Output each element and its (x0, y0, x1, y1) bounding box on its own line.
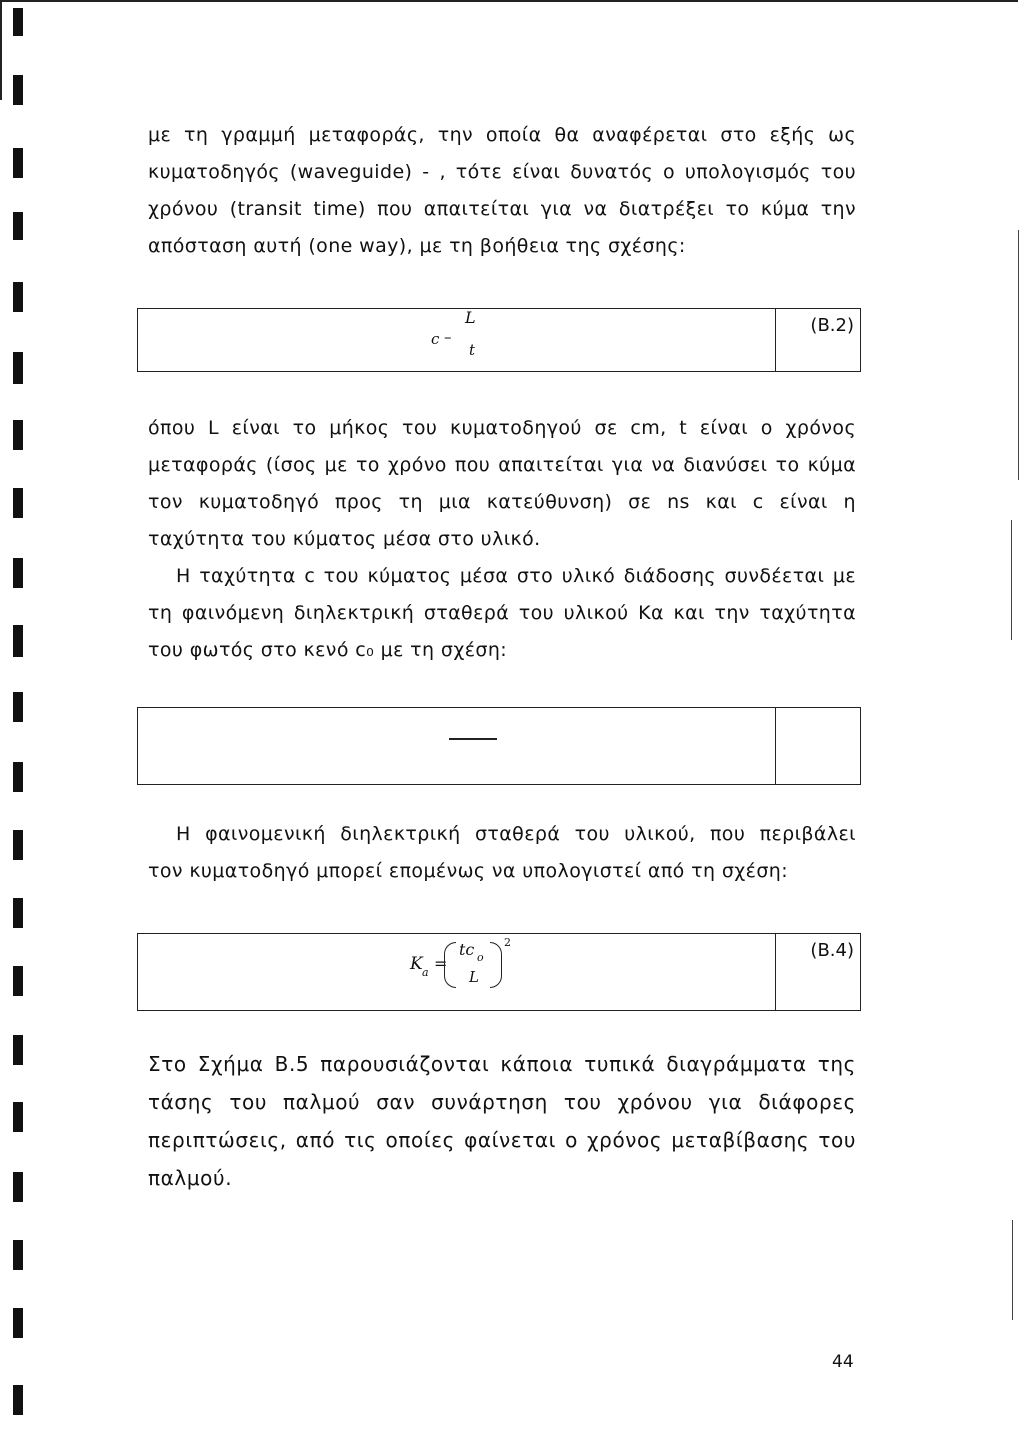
equation-separator (775, 309, 777, 371)
margin-mark (13, 1240, 23, 1270)
margin-mark (13, 1172, 23, 1202)
text-line: περιπτώσεις, από τις οποίες φαίνεται ο χρόνος μεταβίβασης του (148, 1128, 856, 1152)
equation-label: (B.2) (810, 315, 854, 336)
text-line: τον κυματοδηγό μπορεί επομένως να υπολογιστεί από τη σχέση: (148, 860, 789, 882)
margin-mark (13, 75, 23, 105)
equation-box-b4 (137, 933, 861, 1011)
margin-mark (13, 1385, 23, 1415)
text-line: τάσης του παλμού σαν συνάρτηση του χρόνου για διάφορες (148, 1090, 856, 1114)
text-line: κυματοδηγός (waveguide) - , τότε είναι δυνατός ο υπολογισμός του (148, 161, 856, 183)
equation-numerator: L (465, 308, 476, 327)
margin-mark (13, 148, 23, 178)
equation-separator (775, 934, 777, 1010)
margin-mark (13, 488, 23, 518)
scan-line (1011, 520, 1012, 640)
margin-mark (13, 898, 23, 928)
margin-mark (13, 1308, 23, 1338)
equation-box-b2 (137, 308, 861, 372)
fraction-bar (449, 738, 497, 740)
equation-denominator: t (469, 341, 476, 359)
scan-line (1018, 230, 1019, 480)
text-line: παλμού. (148, 1166, 233, 1190)
scan-line (1012, 1220, 1013, 1320)
text-line: ταχύτητα του κύματος μέσα στο υλικό. (148, 528, 541, 550)
equation-separator (775, 708, 777, 784)
margin-mark (13, 692, 23, 722)
text-line: απόσταση αυτή (one way), με τη βοήθεια της σχέσης: (148, 235, 686, 257)
margin-mark (13, 1102, 23, 1132)
text-line: Η φαινομενική διηλεκτρική σταθερά του υλικού, που περιβάλει (176, 823, 856, 845)
margin-mark (13, 625, 23, 657)
margin-mark (13, 830, 23, 860)
equation-operator: = (434, 954, 448, 973)
equation-lhs: c (431, 330, 440, 348)
text-line: χρόνου (transit time) που απαιτείται για να διατρέξει το κύμα την (148, 198, 856, 220)
text-line: Η ταχύτητα c του κύματος μέσα στο υλικό διάδοσης συνδέεται με (176, 565, 856, 587)
paren-left (444, 942, 456, 988)
equation-lhs: K (410, 954, 423, 974)
margin-mark (13, 420, 23, 450)
margin-mark (13, 282, 23, 312)
left-border-line (0, 0, 2, 100)
equation-numerator: tc (459, 940, 475, 959)
equation-operator: – (444, 328, 452, 346)
text-line: του φωτός στο κενό c₀ με τη σχέση: (148, 639, 508, 661)
equation-lhs-subscript: a (422, 966, 429, 979)
margin-mark (13, 352, 23, 384)
text-line: μεταφοράς (ίσος με το χρόνο που απαιτείται για να διανύσει το κύμα (148, 454, 856, 476)
margin-mark (13, 762, 23, 792)
margin-mark (13, 8, 23, 36)
equation-denominator: L (469, 968, 479, 986)
text-line: όπου L είναι το μήκος του κυματοδηγού σε cm, t είναι ο χρόνος (148, 417, 856, 439)
equation-label: (B.4) (810, 940, 854, 961)
margin-mark (13, 966, 23, 996)
text-line: Στο Σχήμα Β.5 παρουσιάζονται κάποια τυπικά διαγράμματα της (148, 1052, 856, 1076)
text-line: με τη γραμμή μεταφοράς, την οποία θα αναφέρεται στο εξής ως (148, 124, 856, 146)
top-border-line (0, 0, 1018, 2)
margin-mark (13, 1035, 23, 1065)
text-line: τον κυματοδηγό προς τη μια κατεύθυνση) σε ns και c είναι η (148, 491, 856, 513)
page-number: 44 (832, 1352, 854, 1372)
equation-box-b3 (137, 707, 861, 785)
equation-exponent: 2 (504, 936, 511, 949)
margin-mark (13, 212, 23, 240)
margin-mark (13, 558, 23, 588)
paren-right (490, 942, 502, 988)
text-line: τη φαινόμενη διηλεκτρική σταθερά του υλικού Kα και την ταχύτητα (148, 602, 856, 624)
equation-numerator-subscript: o (477, 951, 484, 964)
